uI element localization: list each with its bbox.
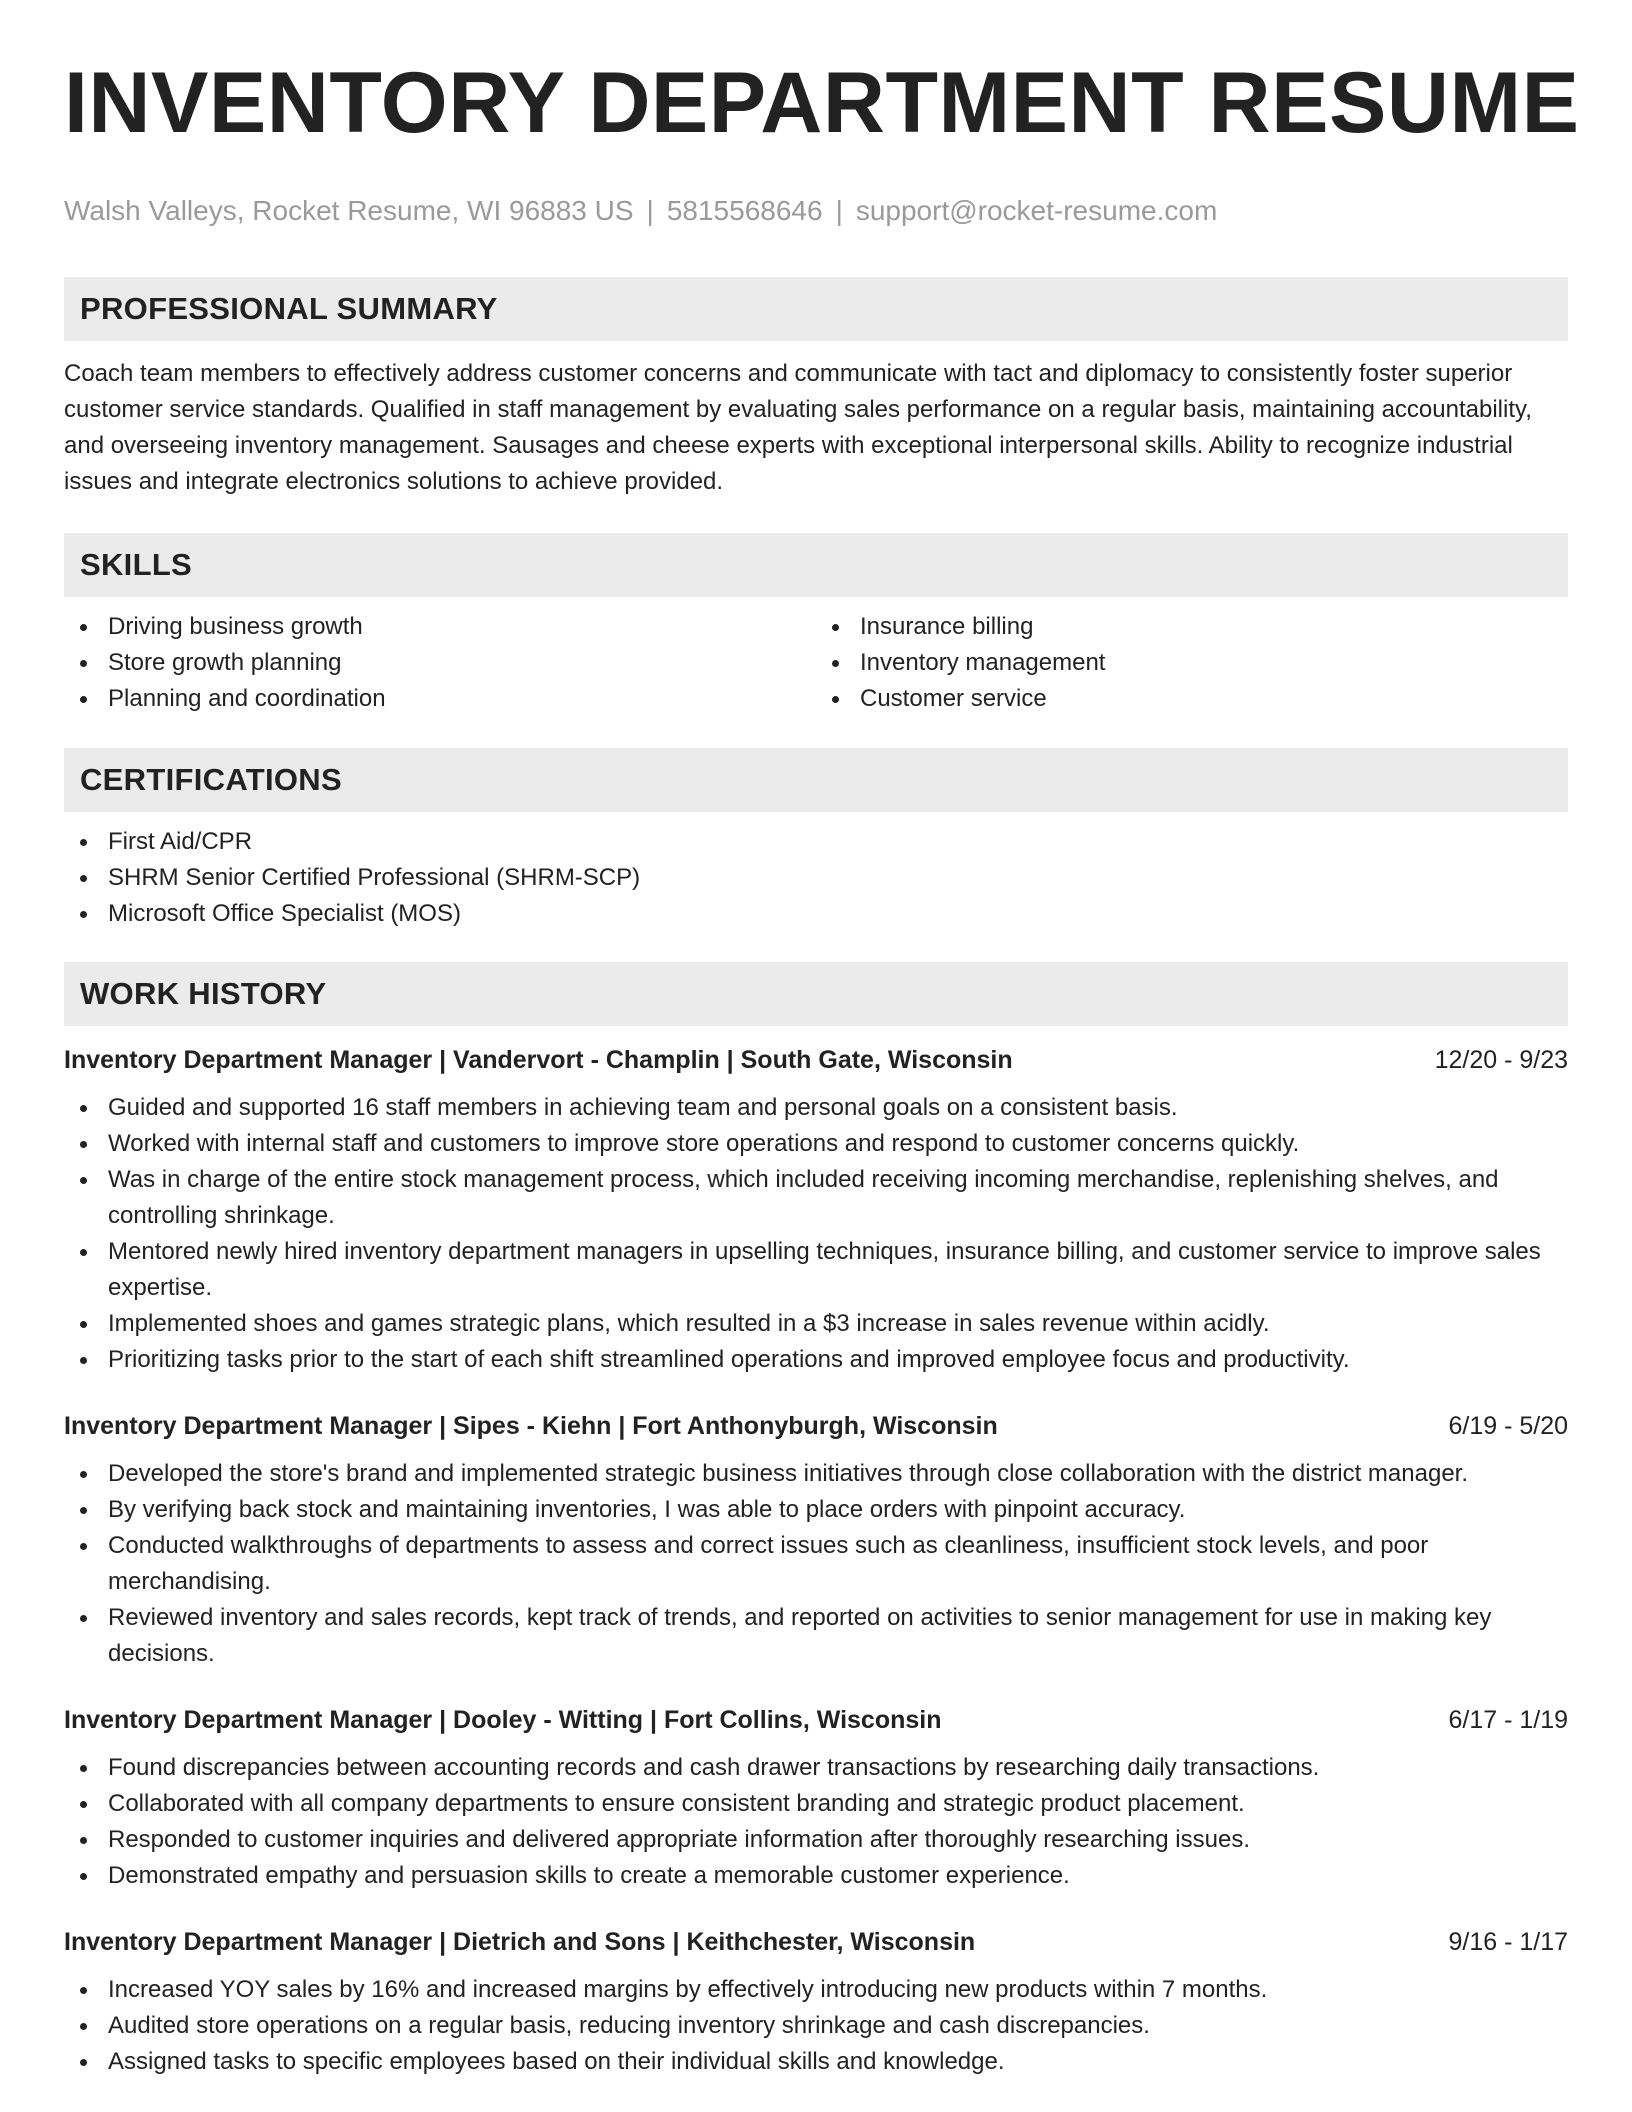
section-header-summary: PROFESSIONAL SUMMARY (64, 277, 1568, 341)
job-bullet: Collaborated with all company departments to ensure consistent branding and strategic product placement. (64, 1786, 1568, 1822)
job-bullet: Conducted walkthroughs of departments to assess and correct issues such as cleanliness, insufficient stock levels, and poor merchandising. (64, 1528, 1568, 1600)
contact-address: Walsh Valleys, Rocket Resume, WI 96883 US (64, 195, 634, 226)
skills-column-left (64, 609, 816, 717)
job-bullet: Found discrepancies between accounting records and cash drawer transactions by researching daily transactions. (64, 1750, 1568, 1786)
job-bullets (64, 1972, 1568, 2080)
job-bullet: Reviewed inventory and sales records, kept track of trends, and reported on activities to senior management for use in making key decisions. (64, 1600, 1568, 1672)
job-dates: 6/17 - 1/19 (1448, 1706, 1568, 1734)
job-dates: 6/19 - 5/20 (1448, 1412, 1568, 1440)
certification-item: First Aid/CPR (64, 824, 1568, 860)
job-bullets (64, 1090, 1568, 1378)
skill-item: Insurance billing (816, 609, 1568, 645)
job-bullet: Audited store operations on a regular basis, reducing inventory shrinkage and cash discrepancies. (64, 2008, 1568, 2044)
job-bullets (64, 1456, 1568, 1672)
job-title: Inventory Department Manager | Dietrich and Sons | Keithchester, Wisconsin (64, 1928, 976, 1956)
summary-text: Coach team members to effectively address customer concerns and communicate with tact and diplomacy to consistently foster superior customer service standards. Qualified in staff management by evaluating sales performance on a regular basis, maintaining accountability, and overseeing inventory management. Sausages and cheese experts with exceptional interpersonal skills. Ability to recognize industrial issues and integrate electronics solutions to achieve provided. (64, 360, 1532, 495)
certifications-list (64, 824, 1568, 932)
job-bullet: Implemented shoes and games strategic plans, which resulted in a $3 increase in sales revenue within acidly. (64, 1306, 1568, 1342)
job-bullet: Guided and supported 16 staff members in achieving team and personal goals on a consistent basis. (64, 1090, 1568, 1126)
job-bullet: Prioritizing tasks prior to the start of each shift streamlined operations and improved employee focus and productivity. (64, 1342, 1568, 1378)
contact-separator: | (835, 195, 843, 226)
contact-email[interactable]: support@rocket-resume.com (855, 195, 1218, 226)
job-dates: 9/16 - 1/17 (1448, 1928, 1568, 1956)
job-bullet: By verifying back stock and maintaining inventories, I was able to place orders with pinpoint accuracy. (64, 1492, 1568, 1528)
skills-list (64, 609, 1568, 717)
job-entry (64, 1410, 1568, 1672)
certification-item: SHRM Senior Certified Professional (SHRM-SCP) (64, 860, 1568, 896)
job-entry (64, 1926, 1568, 2080)
job-bullet: Assigned tasks to specific employees based on their individual skills and knowledge. (64, 2044, 1568, 2080)
section-header-work-history: WORK HISTORY (64, 962, 1568, 1026)
job-title: Inventory Department Manager | Vandervort - Champlin | South Gate, Wisconsin (64, 1046, 1013, 1074)
job-entry (64, 1704, 1568, 1894)
job-bullet: Worked with internal staff and customers to improve store operations and respond to customer concerns quickly. (64, 1126, 1568, 1162)
skill-item: Planning and coordination (64, 681, 816, 717)
job-header (64, 1410, 1568, 1442)
contact-phone: 5815568646 (666, 195, 823, 226)
contact-separator: | (646, 195, 654, 226)
resume-title: INVENTORY DEPARTMENT RESUME (64, 55, 1580, 151)
job-bullet: Developed the store's brand and implemented strategic business initiatives through close collaboration with the district manager. (64, 1456, 1568, 1492)
job-entry (64, 1044, 1568, 1378)
skills-column-right (816, 609, 1568, 717)
job-header (64, 1926, 1568, 1958)
skill-item: Customer service (816, 681, 1568, 717)
job-bullet: Responded to customer inquiries and delivered appropriate information after thoroughly researching issues. (64, 1822, 1568, 1858)
job-bullets (64, 1750, 1568, 1894)
job-header (64, 1044, 1568, 1076)
contact-line (64, 196, 1568, 226)
job-header (64, 1704, 1568, 1736)
job-title: Inventory Department Manager | Sipes - Kiehn | Fort Anthonyburgh, Wisconsin (64, 1412, 998, 1440)
skill-item: Inventory management (816, 645, 1568, 681)
job-dates: 12/20 - 9/23 (1434, 1046, 1568, 1074)
skill-item: Store growth planning (64, 645, 816, 681)
section-header-skills: SKILLS (64, 533, 1568, 597)
job-bullet: Demonstrated empathy and persuasion skills to create a memorable customer experience. (64, 1858, 1568, 1894)
section-header-certifications: CERTIFICATIONS (64, 748, 1568, 812)
certification-item: Microsoft Office Specialist (MOS) (64, 896, 1568, 932)
job-title: Inventory Department Manager | Dooley - Witting | Fort Collins, Wisconsin (64, 1706, 942, 1734)
job-bullet: Was in charge of the entire stock management process, which included receiving incoming merchandise, replenishing shelves, and controlling shrinkage. (64, 1162, 1568, 1234)
job-bullet: Mentored newly hired inventory department managers in upselling techniques, insurance billing, and customer service to improve sales expertise. (64, 1234, 1568, 1306)
job-bullet: Increased YOY sales by 16% and increased margins by effectively introducing new products within 7 months. (64, 1972, 1568, 2008)
skill-item: Driving business growth (64, 609, 816, 645)
